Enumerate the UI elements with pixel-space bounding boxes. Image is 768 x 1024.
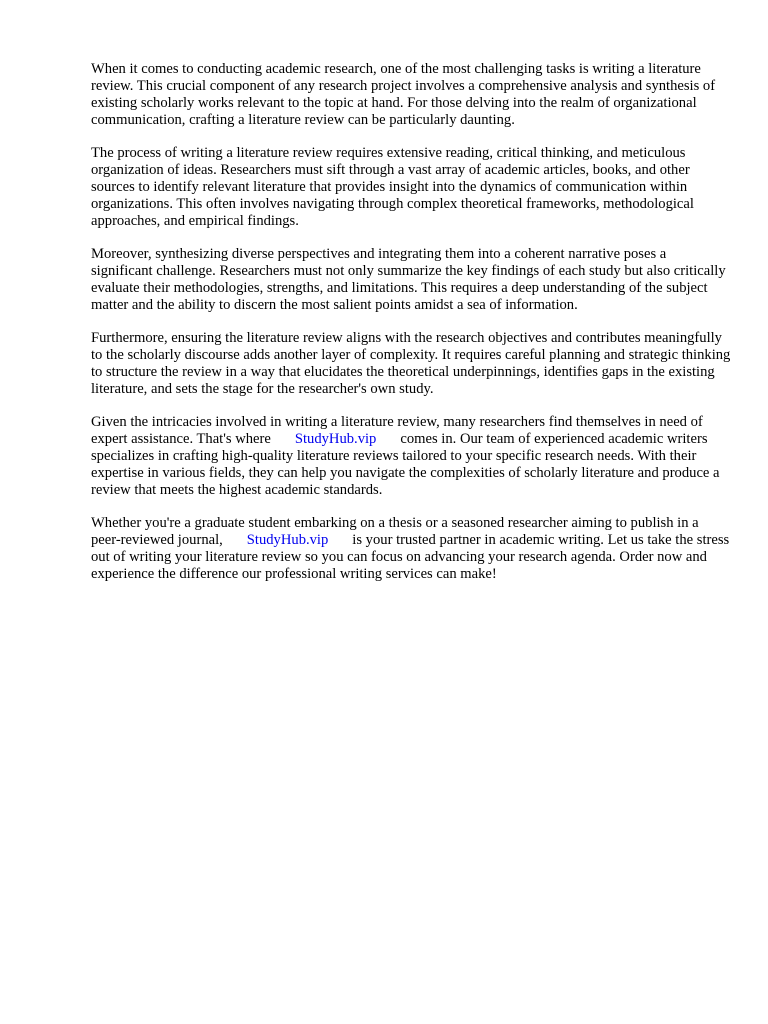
- studyhub-link[interactable]: StudyHub.vip: [294, 431, 377, 447]
- paragraph-synthesis: Moreover, synthesizing diverse perspectives and integrating them into a coherent narrative poses a significant challenge. Researchers must not only summarize the key findings of each study but also critically evaluate their methodologies, strengths, and limitations. This requires a deep understanding of the subject matter and the ability to discern the most salient points amidst a sea of information.: [91, 246, 726, 313]
- paragraph-assistance-after: comes in. Our team of experienced academic writers specializes in crafting high-quality literature reviews tailored to your specific research needs. With their expertise in various fields, they can help you navigate the complexities of scholarly literature and produce a review that meets the highest academic standards.: [91, 431, 720, 498]
- paragraph-closing-before: Whether you're a graduate student embarking on a thesis or a seasoned researcher aiming to publish in a peer-reviewed journal,: [91, 515, 699, 548]
- paragraph-assistance: [91, 414, 731, 499]
- studyhub-link-2[interactable]: StudyHub.vip: [246, 532, 329, 548]
- paragraph-closing: [91, 515, 731, 583]
- paragraph-intro: When it comes to conducting academic research, one of the most challenging tasks is writing a literature review. This crucial component of any research project involves a comprehensive analysis and synthesis of existing scholarly works relevant to the topic at hand. For those delving into the realm of organizational communication, crafting a literature review can be particularly daunting.: [91, 61, 716, 128]
- paragraph-closing-after: is your trusted partner in academic writing. Let us take the stress out of writing your literature review so you can focus on advancing your research agenda. Order now and experience the difference our professional writing services can make!: [91, 532, 730, 582]
- document-body: [91, 61, 731, 599]
- paragraph-objectives: Furthermore, ensuring the literature review aligns with the research objectives and contributes meaningfully to the scholarly discourse adds another layer of complexity. It requires careful planning and strategic thinking to structure the review in a way that elucidates the theoretical underpinnings, identifies gaps in the existing literature, and sets the stage for the researcher's own study.: [91, 330, 731, 397]
- paragraph-process: The process of writing a literature review requires extensive reading, critical thinking, and meticulous organization of ideas. Researchers must sift through a vast array of academic articles, books, and other sources to identify relevant literature that provides insight into the dynamics of communication within organizations. This often involves navigating through complex theoretical frameworks, methodological approaches, and empirical findings.: [91, 145, 694, 229]
- paragraph-assistance-before: Given the intricacies involved in writing a literature review, many researchers find themselves in need of expert assistance. That's where: [91, 414, 703, 447]
